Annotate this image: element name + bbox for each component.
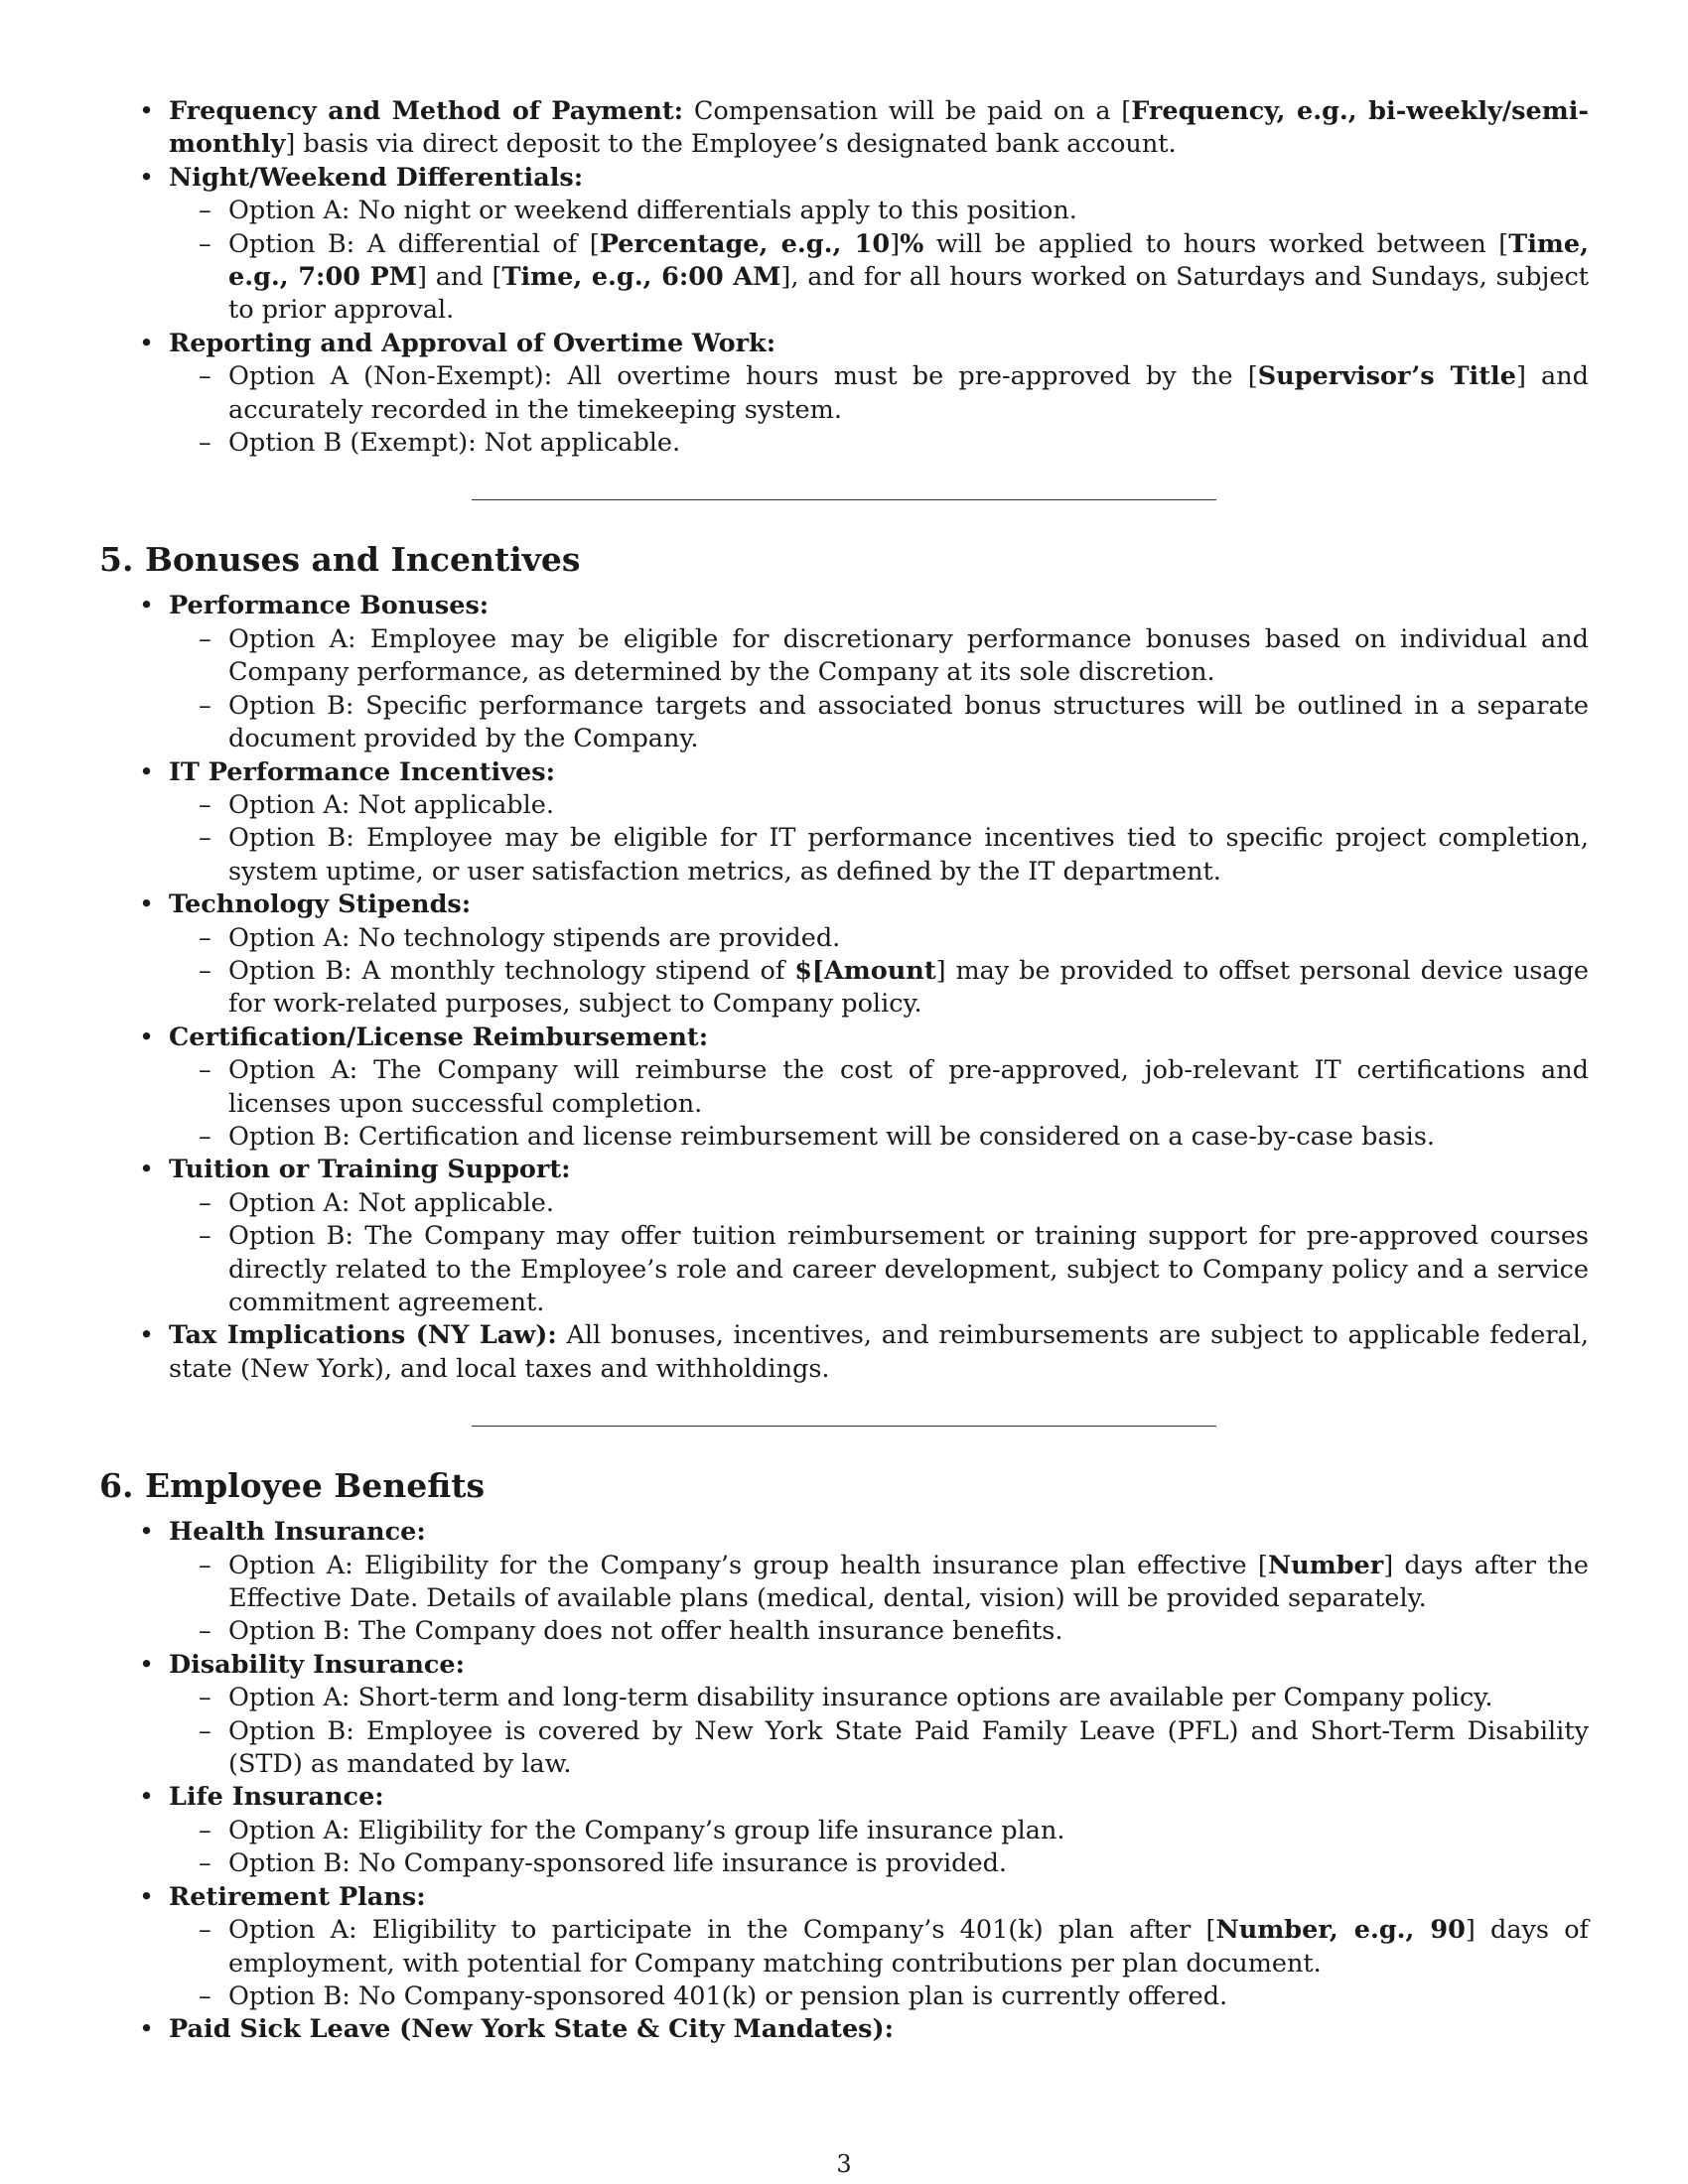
list-item: • Tuition or Training Support: – Option A: Not applicable. – Option B: The Company may offer tuition reimbursement or training support for pre-approved courses directly related to the Employee’s role and career development, subject to Company policy and a service commitment agreement. [99, 1154, 1589, 1319]
document-page [99, 95, 1589, 2170]
option-item: – Option A: No technology stipends are provided. [199, 922, 841, 953]
list-item: • Reporting and Approval of Overtime Work: – Option A (Non-Exempt): All overtime hours must be pre-approved by the [Supervisor’s Title] and accurately recorded in the timekeeping system. – Option B (Exempt): Not applicable. [99, 328, 1589, 461]
list-item: • Disability Insurance: – Option A: Short-term and long-term disability insurance options are available per Company policy. – Option B: Employee is covered by New York State Paid Family Leave (PFL) and Short-Term Disability (STD) as mandated by law. [99, 1649, 1589, 1782]
section-divider [472, 499, 1216, 500]
list-item: • Performance Bonuses: – Option A: Employee may be eligible for discretionary performance bonuses based on individual and Company performance, as determined by the Company at its sole discretion. – Option B: Specific performance targets and associated bonus structures will be outlined in a separate document provided by the Company. [99, 590, 1589, 755]
list-item: • Retirement Plans: – Option A: Eligibility to participate in the Company’s 401(k) plan after [Number, e.g., 90] days of employment, with potential for Company matching contributions per plan document. – Option B: No Company-sponsored 401(k) or pension plan is currently offered. [99, 1881, 1589, 2014]
option-item: – Option B (Exempt): Not applicable. [199, 428, 681, 459]
option-item: – Option B: A differential of [Percentage, e.g., 10]% will be applied to hours worked between [Time, e.g., 7:00 PM] and [Time, e.g., 6:00 AM], and for all hours worked on Saturdays and Sundays, subject to prior approval. [199, 228, 1589, 326]
option-item: – Option A (Non-Exempt): All overtime hours must be pre-approved by the [Supervisor’s Title] and accurately recorded in the timekeeping system. [199, 361, 1589, 425]
list-item: • Night/Weekend Differentials: – Option A: No night or weekend differentials apply to this position. – Option B: A differential of [Percentage, e.g., 10]% will be applied to hours worked between [Time, e.g., 7:00 PM] and [Time, e.g., 6:00 AM], and for all hours worked on Saturdays and Sundays, subject to prior approval. [99, 162, 1589, 328]
list-item: • IT Performance Incentives: – Option A: Not applicable. – Option B: Employee may be eligible for IT performance incentives tied to specific project completion, system uptime, or user satisfaction metrics, as defined by the IT department. [99, 756, 1589, 889]
option-item: – Option A: Eligibility for the Company’s group health insurance plan effective [Number] days after the Effective Date. Details of available plans (medical, dental, vision) will be provided separately. [199, 1550, 1589, 1614]
option-item: – Option A: Not applicable. [199, 789, 554, 820]
option-item: – Option A: Eligibility for the Company’s group life insurance plan. [199, 1815, 1065, 1845]
option-item: – Option A: Eligibility to participate in the Company’s 401(k) plan after [Number, e.g., 90] days of employment, with potential for Company matching contributions per plan document. [199, 1915, 1589, 1979]
option-item: – Option A: Employee may be eligible for discretionary performance bonuses based on individual and Company performance, as determined by the Company at its sole discretion. [199, 623, 1589, 688]
bonuses-list [99, 590, 1589, 1386]
list-item: • Tax Implications (NY Law): All bonuses, incentives, and reimbursements are subject to applicable federal, state (New York), and local taxes and withholdings. [139, 1320, 1590, 1384]
section-heading: 6. Employee Benefits [99, 1466, 486, 1506]
option-item: – Option A: No night or weekend differentials apply to this position. [199, 196, 1077, 226]
option-item: – Option A: Short-term and long-term disability insurance options are available per Company policy. [199, 1683, 1493, 1713]
page-number: 3 [836, 2150, 852, 2178]
option-item: – Option B: The Company may offer tuition reimbursement or training support for pre-approved courses directly related to the Employee’s role and career development, subject to Company policy and a service commitment agreement. [199, 1221, 1589, 1317]
section-divider [472, 1426, 1216, 1427]
payment-list [99, 95, 1589, 460]
option-item: – Option B: No Company-sponsored 401(k) or pension plan is currently offered. [199, 1980, 1228, 2011]
option-item: – Option A: The Company will reimburse the cost of pre-approved, job-relevant IT certifications and licenses upon successful completion. [199, 1055, 1589, 1119]
benefits-list [99, 1516, 1589, 2047]
list-item: • Life Insurance: – Option A: Eligibility for the Company’s group life insurance plan. – Option B: No Company-sponsored life insurance is provided. [99, 1781, 1589, 1880]
option-item: – Option B: No Company-sponsored life insurance is provided. [199, 1848, 1008, 1879]
list-item: • Frequency and Method of Payment: Compensation will be paid on a [Frequency, e.g., bi-weekly/semi-monthly] basis via direct deposit to the Employee’s designated bank account. [139, 96, 1590, 160]
option-item: – Option B: The Company does not offer health insurance benefits. [199, 1616, 1063, 1647]
list-item: • Paid Sick Leave (New York State & City Mandates): [139, 2014, 895, 2045]
list-item: • Certification/License Reimbursement: – Option A: The Company will reimburse the cost of pre-approved, job-relevant IT certifications and licenses upon successful completion. – Option B: Certification and license reimbursement will be considered on a case-by-case basis. [99, 1022, 1589, 1155]
section-heading: 5. Bonuses and Incentives [99, 540, 581, 580]
list-item: • Technology Stipends: – Option A: No technology stipends are provided. – Option B: A monthly technology stipend of $[Amount] may be provided to offset personal device usage for work-related purposes, subject to Company policy. [99, 888, 1589, 1022]
list-item: • Health Insurance: – Option A: Eligibility for the Company’s group health insurance plan effective [Number] days after the Effective Date. Details of available plans (medical, dental, vision) will be provided separately. – Option B: The Company does not offer health insurance benefits. [99, 1516, 1589, 1649]
option-item: – Option B: Employee may be eligible for IT performance incentives tied to specific project completion, system uptime, or user satisfaction metrics, as defined by the IT department. [199, 823, 1589, 887]
option-item: – Option A: Not applicable. [199, 1187, 554, 1218]
option-item: – Option B: Specific performance targets and associated bonus structures will be outlined in a separate document provided by the Company. [199, 690, 1589, 754]
option-item: – Option B: Employee is covered by New York State Paid Family Leave (PFL) and Short-Term Disability (STD) as mandated by law. [199, 1715, 1589, 1780]
option-item: – Option B: A monthly technology stipend of $[Amount] may be provided to offset personal device usage for work-related purposes, subject to Company policy. [199, 955, 1589, 1020]
option-item: – Option B: Certification and license reimbursement will be considered on a case-by-case basis. [199, 1121, 1436, 1152]
